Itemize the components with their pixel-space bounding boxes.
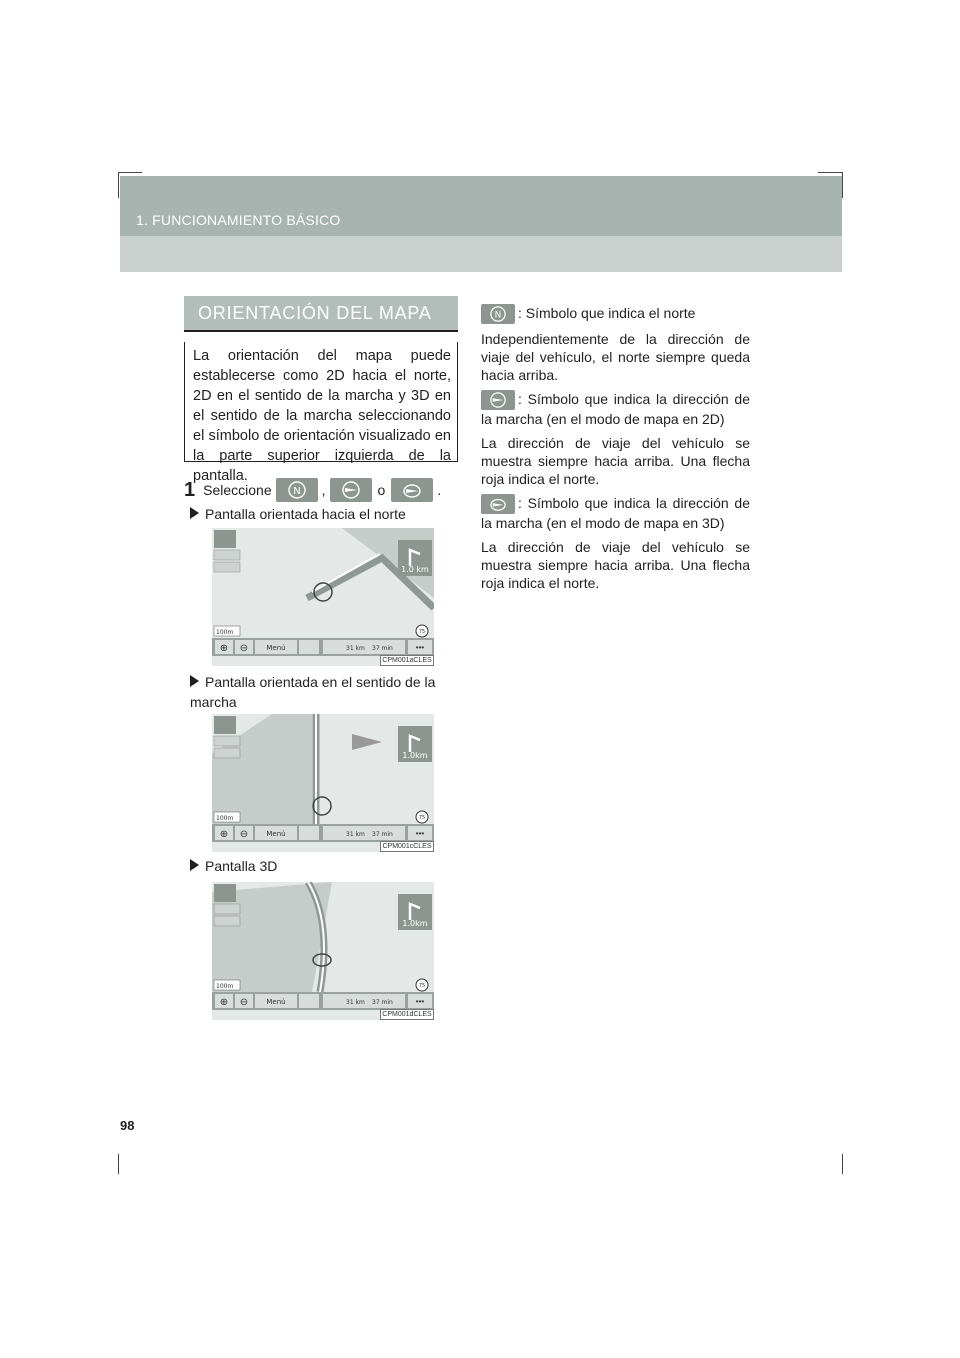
intro-text: La orientación del mapa puede establecerse como 2D hacia el norte, 2D en el sentido de la marcha y 3D en el sentido de la marcha seleccionando el símbolo de orientación visualizado en la parte superior izquierda de la pantalla.: [193, 348, 451, 484]
svg-text:⊕: ⊕: [219, 829, 229, 840]
trip-km: 31 km: [346, 831, 365, 838]
menu-label: Menú: [266, 830, 286, 838]
step-end: .: [437, 482, 442, 498]
trip-min: 37 min: [372, 645, 393, 652]
definition-body: La dirección de viaje del vehículo se muestra siempre hacia arriba. Una flecha roja indica el norte.: [481, 539, 750, 592]
trip-min: 37 min: [372, 999, 393, 1006]
north-up-icon[interactable]: [276, 478, 318, 502]
section-title: ORIENTACIÓN DEL MAPA: [198, 303, 432, 323]
step-sep: ,: [321, 482, 326, 498]
svg-text:•••: •••: [415, 643, 425, 652]
heading-up-3d-icon[interactable]: [391, 478, 433, 502]
crop-mark: [842, 172, 843, 198]
definition-title: N : Símbolo que indica el norte: [481, 304, 750, 324]
definition-title: : Símbolo que indica la dirección de la marcha (en el modo de mapa en 3D): [481, 495, 750, 532]
definition-body: La dirección de viaje del vehículo se muestra siempre hacia arriba. Una flecha roja indica el norte.: [481, 435, 750, 488]
definition-north: [481, 304, 750, 384]
image-caption: CPM001cCLES: [380, 841, 434, 852]
bullet-arrow-icon: [190, 675, 199, 687]
svg-text:⊖: ⊖: [239, 643, 249, 654]
heading-up-2d-icon: [481, 390, 515, 410]
trip-km: 31 km: [346, 999, 365, 1006]
map-screenshot-heading-up: [212, 714, 434, 852]
step-text: Seleccione: [203, 482, 272, 498]
crop-mark: [118, 1154, 119, 1174]
svg-text:⊖: ⊖: [239, 997, 249, 1008]
road-badge: 75: [418, 629, 426, 635]
crop-mark: [118, 172, 119, 198]
screen-label: Pantalla orientada en el sentido de la marcha: [190, 674, 436, 710]
definition-heading-3d: [481, 494, 750, 592]
section-heading: [184, 296, 458, 330]
definition-body: Independientemente de la dirección de viaje del vehículo, el norte siempre queda hacia arriba.: [481, 331, 750, 384]
road-badge: 75: [418, 815, 426, 821]
map-scale: 100m: [216, 983, 234, 990]
menu-label: Menú: [266, 998, 286, 1006]
definition-title: : Símbolo que indica la dirección de la marcha (en el modo de mapa en 2D): [481, 391, 750, 428]
svg-text:N: N: [494, 310, 502, 321]
trip-km: 31 km: [346, 645, 365, 652]
svg-text:⊕: ⊕: [219, 997, 229, 1008]
heading-up-2d-icon[interactable]: [330, 478, 372, 502]
page-number: 98: [120, 1118, 135, 1133]
definition-heading-2d: [481, 390, 750, 488]
map-screenshot-north-up: [212, 528, 434, 666]
step-number: 1: [184, 479, 196, 501]
heading-up-3d-icon: [481, 494, 515, 514]
crop-mark: [118, 172, 142, 173]
map-distance: 1.0 km: [401, 565, 429, 574]
map-distance: 1.0km: [402, 919, 428, 928]
north-up-icon: [481, 304, 515, 324]
crop-mark: [818, 172, 842, 173]
svg-text:N: N: [292, 486, 301, 497]
map-scale: 100m: [216, 815, 234, 822]
screen-label: Pantalla 3D: [190, 856, 277, 876]
section-rule: [184, 330, 458, 332]
bullet-arrow-icon: [190, 507, 199, 519]
bullet-arrow-icon: [190, 859, 199, 871]
road-badge: 75: [418, 983, 426, 989]
map-screenshot-3d: [212, 882, 434, 1020]
map-distance: 1.0km: [402, 751, 428, 760]
crop-mark: [842, 1154, 843, 1174]
svg-text:⊕: ⊕: [219, 643, 229, 654]
step-sep: o: [377, 482, 386, 498]
trip-min: 37 min: [372, 831, 393, 838]
map-scale: 100m: [216, 629, 234, 636]
menu-label: Menú: [266, 644, 286, 652]
svg-text:⊖: ⊖: [239, 829, 249, 840]
step-1: [184, 478, 441, 502]
svg-text:•••: •••: [415, 997, 425, 1006]
screen-label: Pantalla orientada hacia el norte: [190, 504, 406, 524]
chapter-title: 1. FUNCIONAMIENTO BÁSICO: [136, 212, 341, 228]
svg-text:•••: •••: [415, 829, 425, 838]
image-caption: CPM001aCLES: [380, 655, 434, 666]
intro-box: [184, 342, 458, 484]
image-caption: CPM001dCLES: [380, 1009, 434, 1020]
